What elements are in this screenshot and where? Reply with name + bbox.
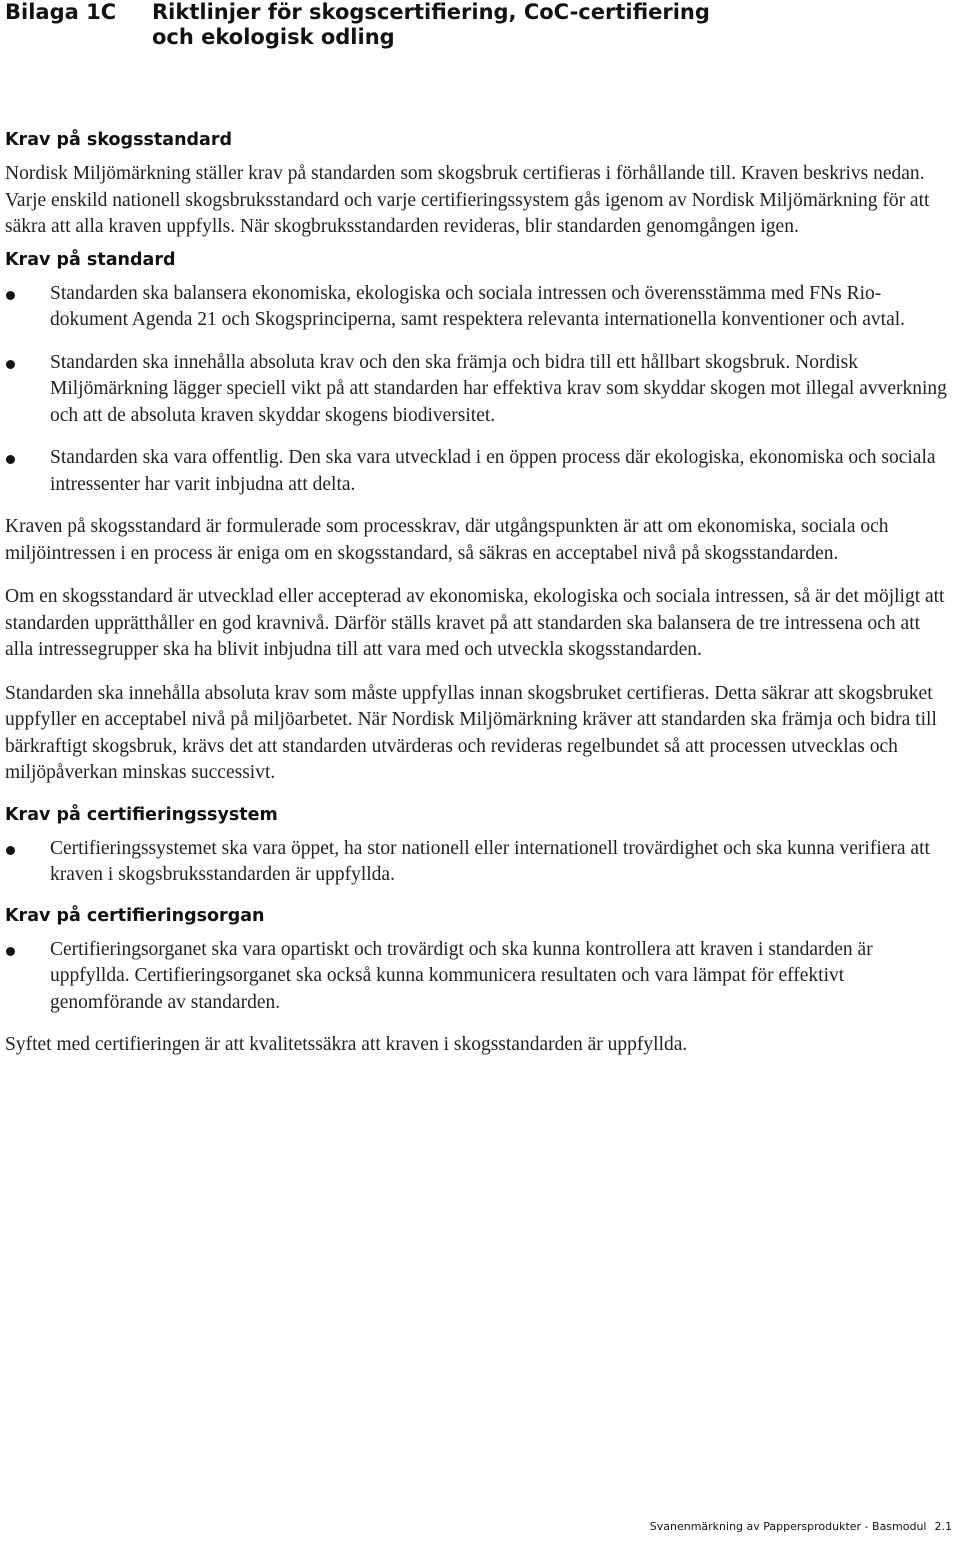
heading-skogsstandard: Krav på skogsstandard [5,130,233,150]
document-body [5,129,950,1076]
heading-standard: Krav på standard [5,249,176,270]
bullet-icon [6,846,15,855]
paragraph: Standarden ska innehålla absoluta krav som måste uppfyllas innan skogsbruket certifieras. Detta säkrar att skogsbruket uppfyller en acceptabel nivå på miljöarbetet. När Nordisk Miljömärkning kräver att standarden ska främja och bidra till bärkraftigt skogsbruk, krävs det att standarden utvärderas och revideras regelbundet så att processen utvecklas och miljöpåverkan minskas successivt. [5,682,937,783]
paragraph: Kraven på skogsstandard är formulerade som processkrav, där utgångspunkten är att om ekonomiska, sociala och miljöintressen i en process är eniga om en skogsstandard, så säkras en acceptabel nivå på skogsstandarden. [5,516,889,564]
bullet-icon [6,455,15,464]
page-title [152,0,772,50]
paragraph: Om en skogsstandard är utvecklad eller accepterad av ekonomiska, ekologiska och sociala intressen, så är det möjligt att standarden upprätthåller en god kravnivå. Därför ställs kravet på att standarden ska balansera de tre intressena och att alla intressegrupper ska ha blivit inbjudna till att vara med och utveckla skogsstandarden. [5,586,945,660]
page-footer [650,1520,952,1534]
list-item [5,281,950,334]
list-item [5,445,950,498]
list-item-text: Certifieringssystemet ska vara öppet, ha stor nationell eller internationell trovärdighet och ska kunna verifiera att kraven i skogsbruksstandarden är uppfyllda. [50,837,930,885]
footer-text: Svanenmärkning av Pappersprodukter - Basmodul [649,1520,927,1533]
list-item [5,836,950,889]
list-item [5,937,950,1017]
bullet-list-certifieringssystem [5,836,950,889]
page-title-line-1: Riktlinjer för skogscertifiering, CoC-certifiering [152,0,710,24]
heading-certifieringssystem: Krav på certifieringssystem [5,804,278,825]
list-item-text: Certifieringsorganet ska vara opartiskt och trovärdigt och ska kunna kontrollera att kraven i standarden är uppfyllda. Certifieringsorganet ska också kunna kommunicera resultaten och vara lämpat för effektivt genomförande av standarden. [50,938,873,1013]
paragraph-closing: Syftet med certifieringen är att kvalitetssäkra att kraven i skogsstandarden är uppfyllda. [5,1034,688,1055]
bullet-icon [6,360,15,369]
heading-certifieringsorgan: Krav på certifieringsorgan [5,905,265,926]
page-number: 2.1 [934,1520,952,1533]
list-item-text: Standarden ska balansera ekonomiska, ekologiska och sociala intressen och överensstämma med FNs Rio-dokument Agenda 21 och Skogsprinciperna, samt respektera relevanta internationella konventioner och avtal. [50,282,906,330]
list-item [5,350,950,430]
bullet-icon [6,291,15,300]
list-item-text: Standarden ska vara offentlig. Den ska vara utvecklad i en öppen process där ekologiska, ekonomiska och sociala intressenter har varit inbjudna att delta. [50,447,936,495]
page-title-line-2: och ekologisk odling [152,25,395,49]
bullet-list-certifieringsorgan [5,937,950,1017]
bullet-icon [6,947,15,956]
paragraph-skogsstandard-intro: Nordisk Miljömärkning ställer krav på standarden som skogsbruk certifieras i förhållande till. Kraven beskrivs nedan. Varje enskild nationell skogsbruksstandard och varje certifieringssystem gås igenom av Nordisk Miljömärkning för att säkra att alla kraven uppfylls. När skogbruksstandarden revideras, blir standarden genomgången igen. [5,163,930,237]
bullet-list-standard [5,281,950,499]
list-item-text: Standarden ska innehålla absoluta krav och den ska främja och bidra till ett hållbart skogsbruk. Nordisk Miljömärkning lägger speciell vikt på att standarden har effektiva krav som skyddar skogen mot illegal avverkning och att de absoluta kraven skyddar skogens biodiversitet. [50,351,947,426]
appendix-label: Bilaga 1C [5,0,117,24]
